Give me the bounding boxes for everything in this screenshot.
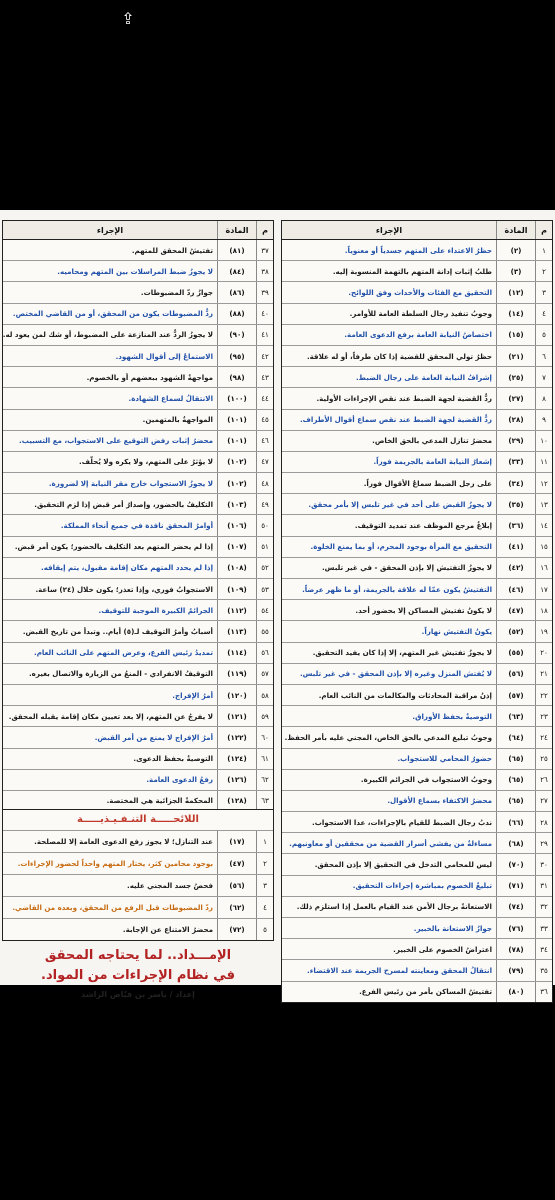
procedure-text: ندبُ رجال الضبط للقيام بالإجراءات، عدا الاستجواب. <box>312 817 492 827</box>
row-number: ٤٣ <box>256 367 273 387</box>
row-number: ٢٥ <box>535 749 552 769</box>
row-number: ١٣ <box>535 494 552 514</box>
heading-line-2: في نظام الإجراءات من المواد. <box>41 968 235 983</box>
row-number: ٣٣ <box>535 918 552 938</box>
table-row <box>282 939 552 960</box>
table-row <box>3 853 273 875</box>
article-number: (١٢٠) <box>217 685 256 705</box>
row-number: ٥ <box>256 919 273 940</box>
table-row <box>282 854 552 875</box>
table-row <box>282 346 552 367</box>
row-number: ٤١ <box>256 325 273 345</box>
procedure-text: لا يؤثرُ على المتهم، ولا يكره ولا يُحلّف. <box>79 457 213 467</box>
table-row <box>282 282 552 303</box>
article-number: (٧٩) <box>496 960 535 980</box>
table-row <box>282 473 552 494</box>
article-number: (٦٢) <box>217 897 256 918</box>
article-number: (٥٧) <box>496 685 535 705</box>
article-number: (٢٥) <box>496 367 535 387</box>
procedure-text: مواجهةُ الشهود ببعضهم أو بالخصوم. <box>86 372 213 382</box>
row-number: ٥٧ <box>256 664 273 684</box>
article-number: (٢) <box>496 240 535 260</box>
article-number: (٦٣) <box>496 706 535 726</box>
table-row <box>3 452 273 473</box>
table-row <box>282 452 552 473</box>
row-number: ١٢ <box>535 473 552 493</box>
row-number: ١ <box>256 831 273 852</box>
procedure-text: ردّ المضبوطات قبل الرفع من المحقق، وبعده من القاضي. <box>12 903 213 912</box>
procedure-text: فحصُ جسد المجني عليه. <box>127 881 213 890</box>
row-number: ٢٤ <box>535 727 552 747</box>
procedure-text: اعتراضُ الخصوم على الخبير. <box>393 944 492 954</box>
table-row <box>3 304 273 325</box>
row-number: ٦١ <box>256 749 273 769</box>
row-number: ٤٧ <box>256 452 273 472</box>
procedure-text: لا يجوزُ تفتيش غير المتهم، إلا إذا كان يفيد التحقيق. <box>312 648 492 658</box>
article-number: (١٥) <box>496 325 535 345</box>
procedure-text: إشرافُ النيابة العامة على رجال الضبط. <box>355 372 492 382</box>
row-number: ٢١ <box>535 664 552 684</box>
table-row <box>282 621 552 642</box>
procedure-text: تبليغُ الخصوم بمباشرة إجراءات التحقيق. <box>352 881 492 891</box>
row-number: ١٩ <box>535 621 552 641</box>
procedure-text: الانتقالُ لسماع الشهادة. <box>128 393 213 403</box>
row-number: ٤ <box>256 897 273 918</box>
article-number: (٧٨) <box>496 939 535 959</box>
article-number: (٧١) <box>496 876 535 896</box>
row-number: ٥٠ <box>256 515 273 535</box>
article-number: (٤٢) <box>496 558 535 578</box>
table-row <box>282 494 552 515</box>
procedure-text: التفتيشُ يكون عمّا له علاقة بالجريمة، أو ما ظهر عرضاً. <box>302 584 492 594</box>
procedure-text: التحقيق مع المرأة بوجود المحرم، أو بما يمنع الخلوة. <box>310 542 492 552</box>
row-number: ٤٨ <box>256 473 273 493</box>
procedure-text: أمرُ الإفراج لا يمنع من أمر القبض. <box>94 732 213 742</box>
article-number: (٤٧) <box>496 600 535 620</box>
procedure-text: ليس للمحامي التدخل في التحقيق إلا بإذن المحقق. <box>314 860 492 870</box>
article-number: (٨٠) <box>496 982 535 1002</box>
article-number: (٥٦) <box>496 664 535 684</box>
executive-regulation-box <box>2 809 274 941</box>
row-number: ٢٠ <box>535 643 552 663</box>
table-row <box>282 812 552 833</box>
table-row <box>3 473 273 494</box>
table-row <box>3 706 273 727</box>
table-row <box>282 960 552 981</box>
row-number: ٨ <box>535 388 552 408</box>
row-number: ٢٨ <box>535 812 552 832</box>
article-number: (٦٥) <box>496 749 535 769</box>
row-number: ٣٦ <box>535 982 552 1002</box>
regulation-title: اللائحـــــة التنـفـيـذيـــــة <box>3 810 273 831</box>
header-num: م <box>535 221 552 239</box>
table-row <box>282 261 552 282</box>
article-number: (٦٥) <box>496 770 535 790</box>
procedure-text: لا يجوزُ القبض على أحد في غير تلبس إلا بأمر محقق. <box>308 499 492 509</box>
regulation-body <box>3 831 273 940</box>
row-number: ٣٩ <box>256 282 273 302</box>
procedure-text: حضورُ المحامي للاستجواب. <box>397 754 492 764</box>
procedure-text: محضرُ الامتناع عن الإجابة. <box>122 925 213 934</box>
procedure-text: إشعارُ النيابة العامة بالجريمة فوراً. <box>373 457 492 467</box>
table-row <box>282 664 552 685</box>
article-number: (٤٦) <box>496 579 535 599</box>
article-number: (١٤) <box>496 304 535 324</box>
article-number: (١١٢) <box>217 600 256 620</box>
row-number: ٣٠ <box>535 854 552 874</box>
procedure-text: رفعُ الدعوى العامة. <box>146 775 213 785</box>
procedure-text: اختصاصُ النيابة العامة برفع الدعوى العامة. <box>344 330 492 340</box>
article-number: (٨١) <box>217 240 256 260</box>
row-number: ٥٩ <box>256 706 273 726</box>
row-number: ٥٣ <box>256 579 273 599</box>
procedure-text: بوجود محامين كثر، يختار المتهم واحداً لحضور الإجراءات. <box>17 859 213 868</box>
table-row <box>282 982 552 1002</box>
row-number: ٥٢ <box>256 558 273 578</box>
procedure-text: ردُّ القضية لجهة الضبط عند نقص الإجراءات الأولية. <box>316 393 492 403</box>
row-number: ٦٠ <box>256 727 273 747</box>
row-number: ٤٠ <box>256 304 273 324</box>
document-page <box>0 210 555 999</box>
table-row <box>282 791 552 812</box>
row-number: ٥١ <box>256 537 273 557</box>
row-number: ١٠ <box>535 431 552 451</box>
procedure-text: حظرُ تولي المحقق للقضية إذا كان طرفاً، أو له علاقة. <box>306 351 492 361</box>
procedure-text: الاستعانةُ برجال الأمن عند القيام بالعمل إذا استلزم ذلك. <box>296 902 492 912</box>
table-row <box>3 261 273 282</box>
table-row <box>3 537 273 558</box>
procedure-text: التوصيةُ بحفظ الدعوى. <box>133 754 213 764</box>
table-row <box>3 643 273 664</box>
header-article: المادة <box>496 221 535 239</box>
row-number: ٣٤ <box>535 939 552 959</box>
procedure-text: لا يجوزُ التفتيش إلا بإذن المحقق - في غير تلبس. <box>321 563 492 573</box>
procedure-text: التوقيفُ الانفرادي - المنعُ من الزيارة والاتصال بغيره. <box>28 669 213 679</box>
row-number: ٤٤ <box>256 388 273 408</box>
table-row <box>282 388 552 409</box>
article-number: (٦٨) <box>496 833 535 853</box>
procedure-text: محضرُ تنازل المدعي بالحق الخاص. <box>372 436 492 446</box>
row-number: ٢٧ <box>535 791 552 811</box>
table-body <box>3 240 273 811</box>
procedure-text: مساءلةُ من يفشي أسرار القضية من محققين أو معاونيهم. <box>289 838 492 848</box>
table-row <box>3 897 273 919</box>
article-number: (٦٥) <box>496 791 535 811</box>
procedure-text: تمديدُ رئيس الفرع، وعرض المتهم على النائب العام. <box>34 648 213 658</box>
row-number: ١ <box>535 240 552 260</box>
row-number: ١١ <box>535 452 552 472</box>
article-number: (٣٣) <box>496 452 535 472</box>
article-number: (٨٨) <box>217 304 256 324</box>
table-row <box>3 325 273 346</box>
article-number: (٧٠) <box>496 854 535 874</box>
row-number: ٦٣ <box>256 791 273 811</box>
author-credit: إعداد / ياسر بن فيّاض الراشد <box>81 990 195 999</box>
article-number: (٨٦) <box>217 282 256 302</box>
table-row <box>3 749 273 770</box>
table-row <box>3 515 273 536</box>
table-row <box>282 643 552 664</box>
row-number: ٣ <box>535 282 552 302</box>
row-number: ٢٣ <box>535 706 552 726</box>
procedure-text: محضرُ إثبات رفض التوقيع على الاستجواب، مع التسبيب. <box>19 436 213 446</box>
header-procedure: الإجراء <box>96 225 124 235</box>
article-number: (٢١) <box>496 346 535 366</box>
article-number: (١٢٤) <box>217 749 256 769</box>
procedure-text: إبلاغُ مرجع الموظف عند تمديد التوقيف. <box>354 521 492 531</box>
table-row <box>282 304 552 325</box>
row-number: ٣ <box>256 875 273 896</box>
article-number: (٦٦) <box>496 812 535 832</box>
article-number: (٩٥) <box>217 346 256 366</box>
top-bar <box>0 0 555 200</box>
header-procedure: الإجراء <box>375 225 403 235</box>
row-number: ٢ <box>256 853 273 874</box>
table-row <box>3 685 273 706</box>
row-number: ٣٧ <box>256 240 273 260</box>
table-row <box>282 876 552 897</box>
document-heading <box>2 946 274 986</box>
article-number: (١٠٨) <box>217 558 256 578</box>
table-row <box>3 410 273 431</box>
article-number: (١٧) <box>217 831 256 852</box>
article-number: (٧٤) <box>496 897 535 917</box>
procedure-text: محضرُ الاكتفاء بسماع الأقوال. <box>387 796 492 806</box>
table-row <box>3 831 273 853</box>
row-number: ١٨ <box>535 600 552 620</box>
procedure-text: حظرُ الاعتداء على المتهم جسدياً أو معنوياً. <box>344 245 492 255</box>
procedure-text: يكونُ التفتيش نهاراً. <box>421 626 492 636</box>
row-number: ٢ <box>535 261 552 281</box>
procedure-text: جوازُ ردّ المضبوطات. <box>140 287 213 297</box>
article-number: (٤٧) <box>217 853 256 874</box>
header-num: م <box>256 221 273 239</box>
procedure-text: وجوبُ الاستجواب في الجرائم الكبيرة. <box>360 775 492 785</box>
procedure-text: طلبُ إثبات إدانة المتهم بالتهمة المنسوبة إليه. <box>332 266 492 276</box>
table-row <box>282 918 552 939</box>
table-row <box>3 367 273 388</box>
row-number: ٢٩ <box>535 833 552 853</box>
table-row <box>282 749 552 770</box>
row-number: ٣٨ <box>256 261 273 281</box>
article-number: (١٠٦) <box>217 515 256 535</box>
row-number: ٦ <box>535 346 552 366</box>
article-number: (٢٨) <box>496 410 535 430</box>
row-number: ١٥ <box>535 537 552 557</box>
table-row <box>3 431 273 452</box>
table-row <box>282 727 552 748</box>
row-number: ٣٢ <box>535 897 552 917</box>
procedure-text: وجوبُ تبليغ المدعي بالحق الخاص، المجني عليه بأمر الحفظ. <box>284 732 492 742</box>
table-row <box>3 346 273 367</box>
article-number: (٣٦) <box>496 515 535 535</box>
table-row <box>3 388 273 409</box>
procedure-text: إذا لم يحدد المتهم مكان إقامة مقبول، يتم إيقافه. <box>41 563 213 573</box>
row-number: ٣٥ <box>535 960 552 980</box>
article-number: (١٠١) <box>217 431 256 451</box>
table-row <box>282 706 552 727</box>
procedure-text: أمرُ الإفراج. <box>172 690 213 700</box>
table-row <box>3 727 273 748</box>
procedure-text: على رجل الضبط سماعُ الأقوال فوراً. <box>363 478 492 488</box>
article-number: (١١٣) <box>217 621 256 641</box>
procedure-text: الجرائمُ الكبيرة الموجبة للتوقيف. <box>98 605 213 615</box>
row-number: ٤٦ <box>256 431 273 451</box>
article-number: (١١٤) <box>217 643 256 663</box>
table-row <box>3 919 273 940</box>
article-number: (١٠٢) <box>217 473 256 493</box>
row-number: ٥ <box>535 325 552 345</box>
row-number: ٥٥ <box>256 621 273 641</box>
procedure-text: لا يفرجُ عن المتهم، إلا بعد تعيين مكان إقامة يقبله المحقق. <box>8 711 213 721</box>
table-row <box>3 558 273 579</box>
procedure-text: المواجهةُ بالمتهمين. <box>142 415 213 425</box>
article-number: (٤١) <box>496 537 535 557</box>
row-number: ٣١ <box>535 876 552 896</box>
table-row <box>282 515 552 536</box>
procedure-text: انتقالُ المحقق ومعاينته لمسرح الجريمة عند الاقتضاء. <box>307 965 492 975</box>
table-row <box>282 367 552 388</box>
table-row <box>282 600 552 621</box>
table-row <box>282 558 552 579</box>
procedure-text: ردُّ المضبوطات يكون من المحقق، أو من القاضي المختص. <box>12 309 213 319</box>
procedure-text: عند التنازل؛ لا يجوز رفع الدعوى العامة إلا للمصلحة. <box>34 837 213 846</box>
procedure-text: المحكمةُ الجزائية هي المختصة. <box>106 796 213 806</box>
procedure-text: جوازُ الاستعانة بالخبير. <box>413 923 492 933</box>
row-number: ٢٢ <box>535 685 552 705</box>
table-row <box>282 410 552 431</box>
article-number: (٨٤) <box>217 261 256 281</box>
procedure-text: الاستجوابُ فوري، وإذا تعذر؛ يكون خلال (٢٤) ساعة. <box>35 584 213 594</box>
table-row <box>282 240 552 261</box>
header-article: المادة <box>217 221 256 239</box>
procedure-text: لا يجوزُ الاستجواب خارج مقر النيابة إلا لضرورة. <box>48 478 213 488</box>
procedure-text: لا يُفتش المنزل وغيره إلا بإذن المحقق - في غير تلبس. <box>299 669 492 679</box>
procedure-text: أوامرُ المحقق نافذة في جميع أنحاء المملكة. <box>60 521 213 531</box>
article-number: (٧٢) <box>217 919 256 940</box>
article-number: (٣٤) <box>496 473 535 493</box>
table-row <box>282 431 552 452</box>
row-number: ٤٥ <box>256 410 273 430</box>
article-number: (١٢) <box>496 282 535 302</box>
procedure-text: وجوبُ تنفيذ رجال السلطة العامة للأوامر. <box>349 309 492 319</box>
table-row <box>3 770 273 791</box>
heading-line-1: الإمـــداد.. لما يحتاجه المحقق <box>44 948 232 963</box>
procedure-text: تفتيشُ المساكن بأمر من رئيس الفرع. <box>359 987 492 997</box>
table-header <box>3 221 273 240</box>
procedure-text: تفتيشُ المحقق للمتهم. <box>131 245 213 255</box>
article-number: (٩٠) <box>217 325 256 345</box>
table-row <box>3 875 273 897</box>
article-number: (١٢٢) <box>217 727 256 747</box>
table-row <box>282 325 552 346</box>
article-number: (١٢١) <box>217 706 256 726</box>
procedure-text: لا يكونُ تفتيش المساكن إلا بحضور أحد. <box>355 605 492 615</box>
article-number: (٧٦) <box>496 918 535 938</box>
procedure-text: لا يجوزُ ضبط المراسلات بين المتهم ومحاميه. <box>57 266 213 276</box>
table-row <box>282 579 552 600</box>
row-number: ٤ <box>535 304 552 324</box>
row-number: ٥٨ <box>256 685 273 705</box>
procedure-text: أسبابُ وأمرُ التوقيف لـ(٥) أيام.. وتبدأ من تاريخ القبض. <box>22 626 213 636</box>
row-number: ٩ <box>535 410 552 430</box>
article-number: (٢٧) <box>496 388 535 408</box>
row-number: ٤٢ <box>256 346 273 366</box>
article-number: (٢٩) <box>496 431 535 451</box>
table-row <box>3 282 273 303</box>
article-number: (٥٥) <box>496 643 535 663</box>
share-icon[interactable]: ⇪ <box>121 9 135 28</box>
procedures-table-left <box>2 220 274 812</box>
row-number: ٦٢ <box>256 770 273 790</box>
row-number: ١٦ <box>535 558 552 578</box>
table-row <box>282 685 552 706</box>
article-number: (٩٨) <box>217 367 256 387</box>
procedure-text: التحقيق مع الفئات والأحداث وفق اللوائح. <box>348 287 492 297</box>
table-header <box>282 221 552 240</box>
table-row <box>3 579 273 600</box>
article-number: (١٢٨) <box>217 791 256 811</box>
table-row <box>3 664 273 685</box>
article-number: (٦٤) <box>496 727 535 747</box>
article-number: (١٠١) <box>217 410 256 430</box>
procedures-table-right <box>281 220 553 1003</box>
article-number: (١٠٧) <box>217 537 256 557</box>
procedure-text: التوصيةُ بحفظ الأوراق. <box>412 711 492 721</box>
procedure-text: لا يجوزُ الردُّ عند المنازعة على المضبوط، أو شك لمن يعود له. <box>3 330 213 340</box>
article-number: (٥٦) <box>217 875 256 896</box>
row-number: ٢٦ <box>535 770 552 790</box>
row-number: ٥٤ <box>256 600 273 620</box>
table-row <box>3 621 273 642</box>
table-row <box>282 770 552 791</box>
procedure-text: التكليفُ بالحضور، وإصدارُ أمر قبض إذا لزم التحقيق. <box>34 499 213 509</box>
table-row <box>282 833 552 854</box>
row-number: ٤٩ <box>256 494 273 514</box>
procedure-text: ردُّ القضية لجهة الضبط عند نقص سماع أقوال الأطراف. <box>299 415 492 425</box>
table-row <box>3 240 273 261</box>
article-number: (١٠٢) <box>217 452 256 472</box>
row-number: ١٧ <box>535 579 552 599</box>
procedure-text: إذنُ مراقبة المحادثات والمكالمات من النائب العام. <box>318 690 492 700</box>
table-row <box>282 537 552 558</box>
procedure-text: إذا لم يحضر المتهم بعد التكليف بالحضور؛ يكون أمر قبض. <box>14 542 213 552</box>
article-number: (١٠٠) <box>217 388 256 408</box>
procedure-text: الاستماعُ إلى أقوال الشهود. <box>115 351 213 361</box>
row-number: ١٤ <box>535 515 552 535</box>
article-number: (١٠٩) <box>217 579 256 599</box>
table-row <box>3 494 273 515</box>
article-number: (٣) <box>496 261 535 281</box>
row-number: ٧ <box>535 367 552 387</box>
article-number: (٥٢) <box>496 621 535 641</box>
table-row <box>282 897 552 918</box>
article-number: (١٠٣) <box>217 494 256 514</box>
article-number: (٣٥) <box>496 494 535 514</box>
article-number: (١٢٦) <box>217 770 256 790</box>
table-body <box>282 240 552 1002</box>
article-number: (١١٩) <box>217 664 256 684</box>
row-number: ٥٦ <box>256 643 273 663</box>
table-row <box>3 600 273 621</box>
